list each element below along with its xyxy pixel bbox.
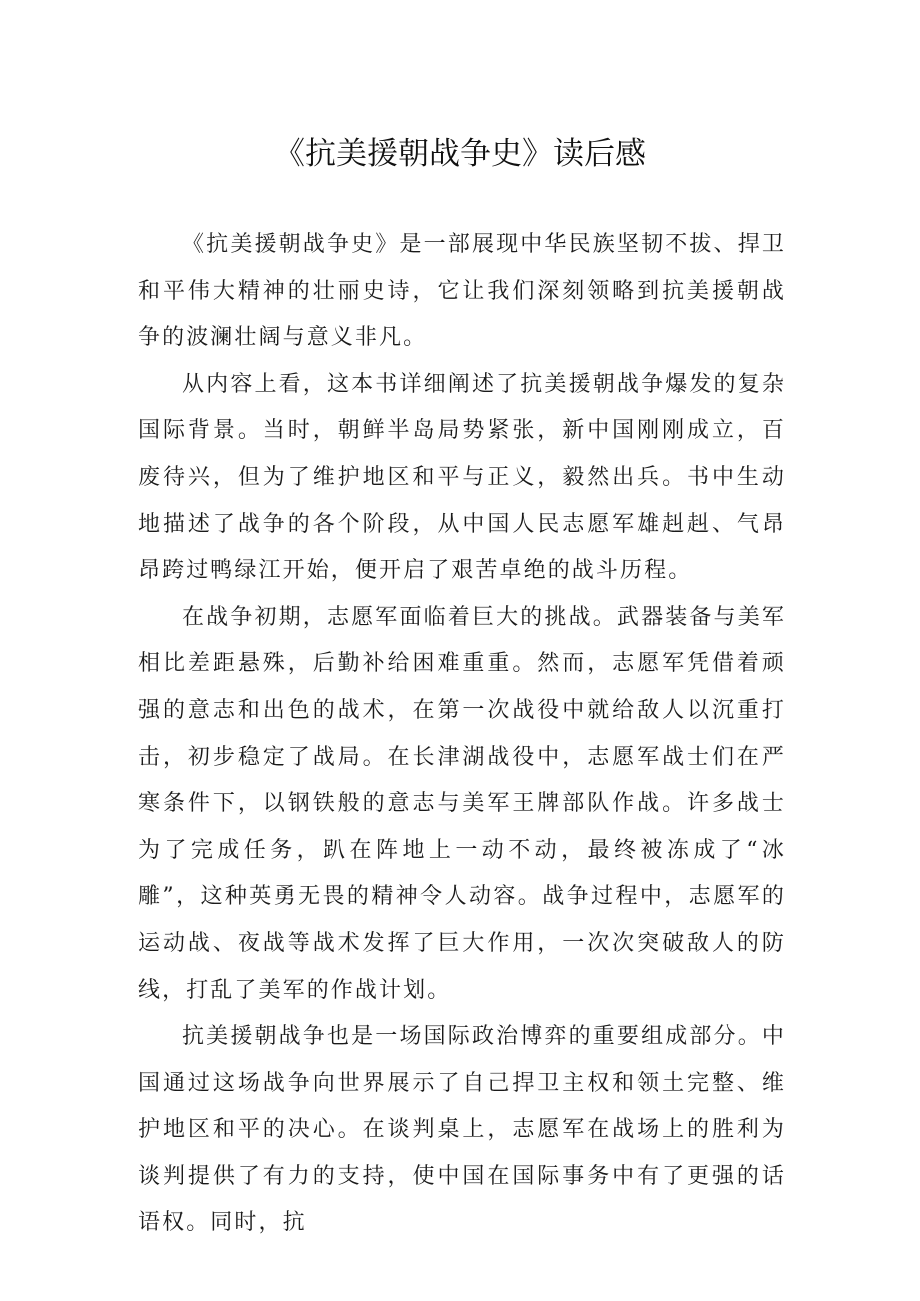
paragraph-background: 从内容上看，这本书详细阐述了抗美援朝战争爆发的复杂国际背景。当时，朝鲜半岛局势紧张，新中国刚刚成立，百废待兴，但为了维护地区和平与正义，毅然出兵。书中生动地描述了战争的各个阶段，从中国人民志愿军雄赳赳、气昂昂跨过鸭绿江开始，便开启了艰苦卓绝的战斗历程。 — [138, 371, 786, 584]
document-body — [138, 222, 786, 1247]
paragraph-early-war: 在战争初期，志愿军面临着巨大的挑战。武器装备与美军相比差距悬殊，后勤补给困难重重。然而，志愿军凭借着顽强的意志和出色的战术，在第一次战役中就给敌人以沉重打击，初步稳定了战局。在长津湖战役中，志愿军战士们在严寒条件下，以钢铁般的意志与美军王牌部队作战。许多战士为了完成任务，趴在阵地上一动不动，最终被冻成了“冰雕”，这种英勇无畏的精神令人动容。战争过程中，志愿军的运动战、夜战等战术发挥了巨大作用，一次次突破敌人的防线，打乱了美军的作战计划。 — [138, 604, 786, 1003]
paragraph-politics: 抗美援朝战争也是一场国际政治博弈的重要组成部分。中国通过这场战争向世界展示了自己捍卫主权和领土完整、维护地区和平的决心。在谈判桌上，志愿军在战场上的胜利为谈判提供了有力的支持，使中国在国际事务中有了更强的话语权。同时，抗 — [138, 1024, 786, 1236]
document-title: 《抗美援朝战争史》读后感 — [274, 136, 646, 172]
paragraph-intro: 《抗美援朝战争史》是一部展现中华民族坚韧不拔、捍卫和平伟大精神的壮丽史诗，它让我们深刻领略到抗美援朝战争的波澜壮阔与意义非凡。 — [138, 232, 786, 351]
